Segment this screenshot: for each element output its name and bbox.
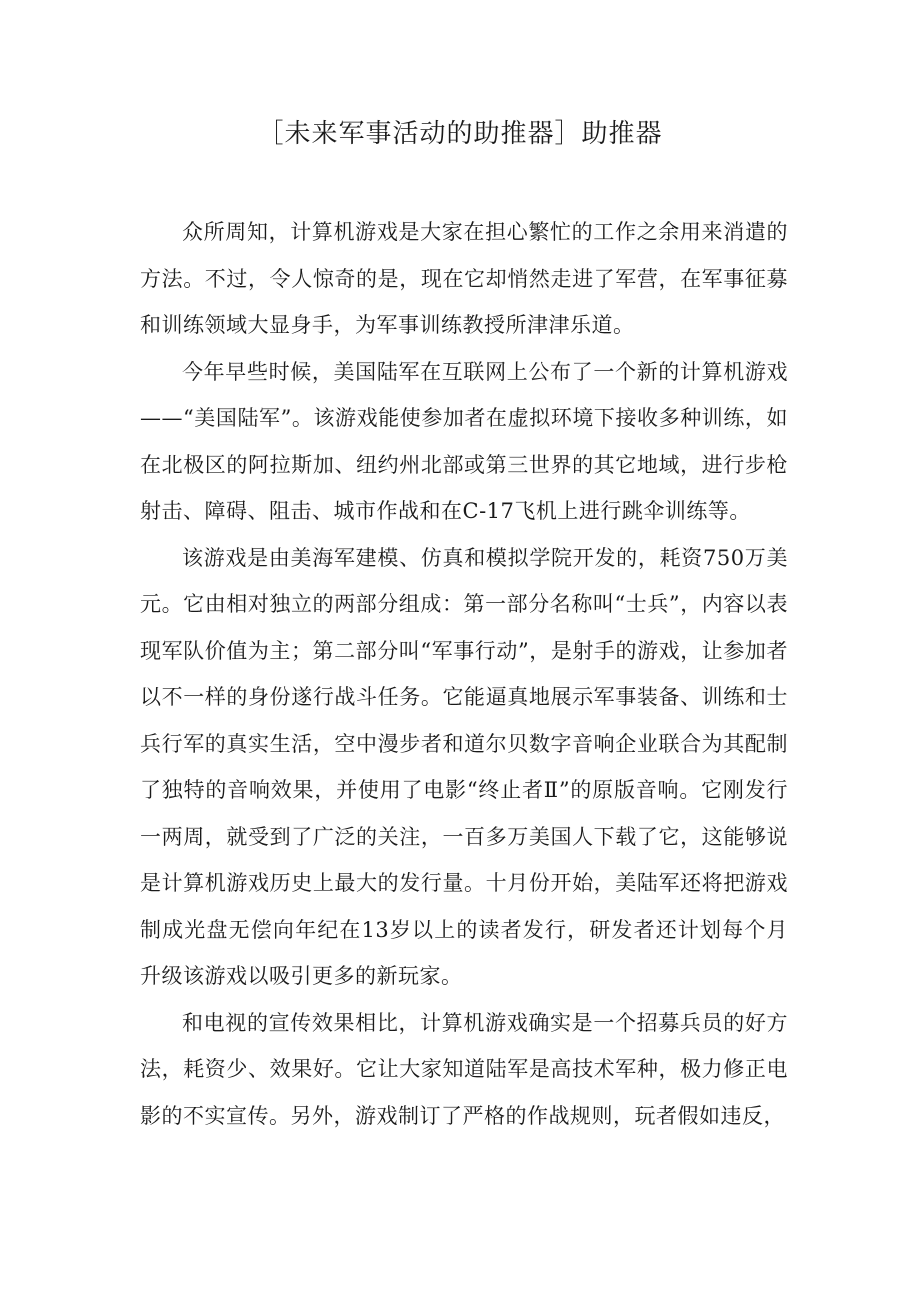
document-body [140, 209, 788, 1139]
document-title: ［未来军事活动的助推器］助推器 [257, 119, 663, 149]
paragraph-1: 众所周知，计算机游戏是大家在担心繁忙的工作之余用来消遣的方法。不过，令人惊奇的是，现在它却悄然走进了军营，在军事征募和训练领域大显身手，为军事训练教授所津津乐道。 [140, 220, 788, 337]
paragraph-4: 和电视的宣传效果相比，计算机游戏确实是一个招募兵员的好方法，耗资少、效果好。它让大家知道陆军是高技术军种，极力修正电影的不实宣传。另外，游戏制订了严格的作战规则，玩者假如违反， [140, 1010, 788, 1128]
paragraph-2: 今年早些时候，美国陆军在互联网上公布了一个新的计算机游戏——“美国陆军”。该游戏能使参加者在虚拟环境下接收多种训练，如在北极区的阿拉斯加、纽约州北部或第三世界的其它地域，进行步枪射击、障碍、阻击、城市作战和在C-17飞机上进行跳伞训练等。 [140, 359, 788, 523]
paragraph-3: 该游戏是由美海军建模、仿真和模拟学院开发的，耗资750万美元。它由相对独立的两部分组成：第一部分名称叫“士兵”，内容以表现军队价值为主；第二部分叫“军事行动”，是射手的游戏，让参加者以不一样的身份遂行战斗任务。它能逼真地展示军事装备、训练和士兵行军的真实生活，空中漫步者和道尔贝数字音响企业联合为其配制了独特的音响效果，并使用了电影“终止者Ⅱ”的原版音响。它刚发行一两周，就受到了广泛的关注，一百多万美国人下载了它，这能够说是计算机游戏历史上最大的发行量。十月份开始，美陆军还将把游戏制成光盘无偿向年纪在13岁以上的读者发行，研发者还计划每个月升级该游戏以吸引更多的新玩家。 [140, 545, 788, 988]
